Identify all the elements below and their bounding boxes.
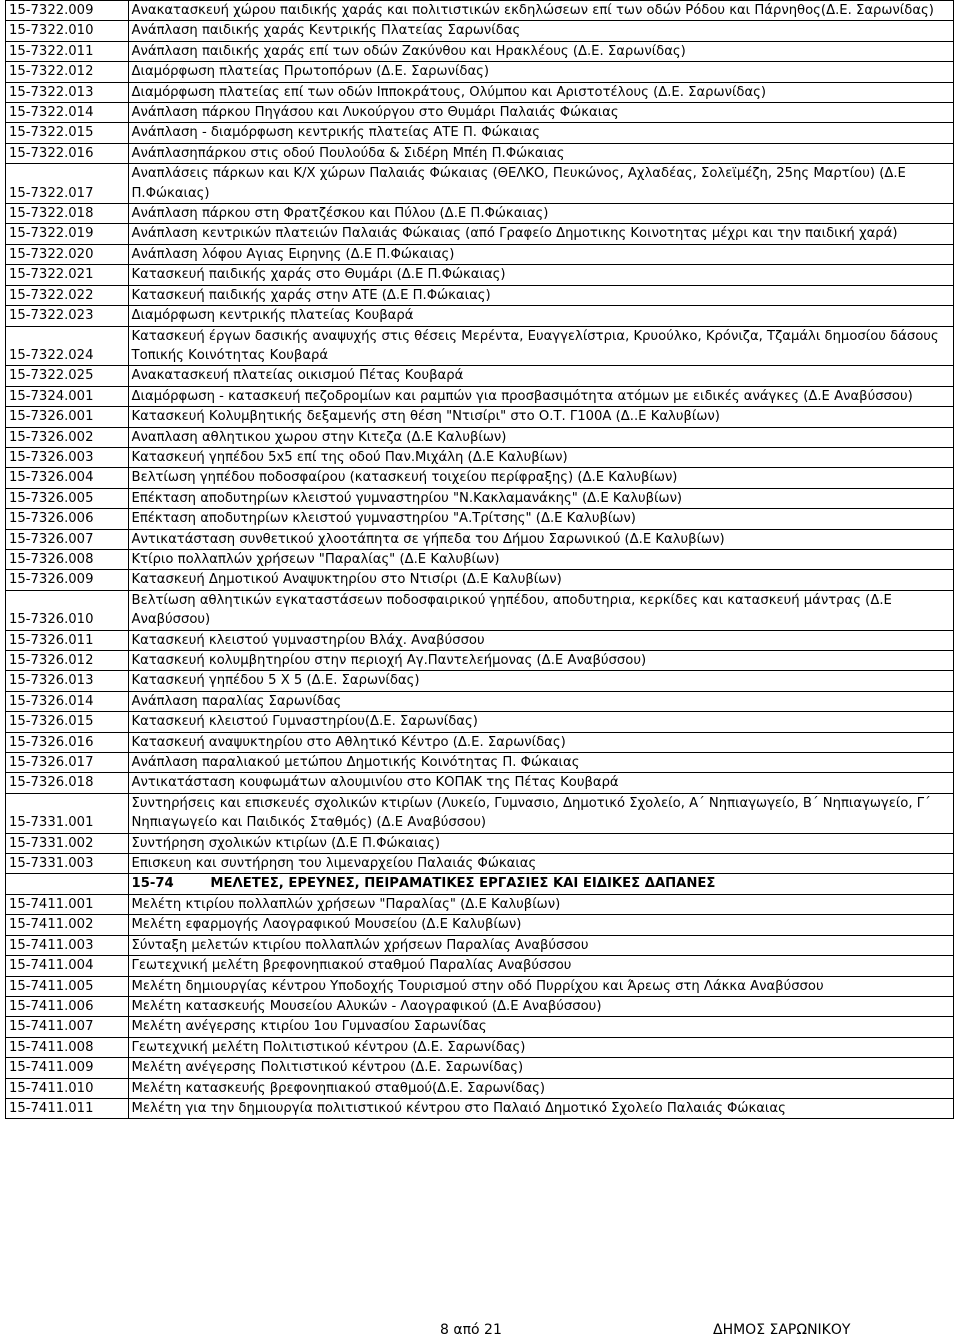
item-description: Ανακατασκευή πλατείας οικισμού Πέτας Κουβαρά [128,366,953,386]
item-description: Μελέτη για την δημιουργία πολιτιστικού κέντρου στο Παλαιό Δημοτικό Σχολείο Παλαιάς Φώκαιας [128,1098,953,1118]
page-number: 8 από 21 [440,1322,502,1338]
table-row [6,509,954,529]
item-description: Κατασκευή Δημοτικού Αναψυκτηρίου στο Ντισίρι (Δ.Ε Καλυβίων) [128,570,953,590]
item-code: 15-7322.022 [6,285,129,305]
item-description: Ανάπλασηπάρκου στις οδού Πουλούδα & Σιδέρη Μπέη Π.Φώκαιας [128,143,953,163]
table-row [6,793,954,833]
item-description: Συντηρήσεις και επισκευές σχολικών κτιρίων (Λυκείο, Γυμνασιο, Δημοτικό Σχολείο, Α΄ Νηπιαγωγείο, Β΄ Νηπιαγωγείο, Γ΄ Νηπιαγωγείο και Παιδικός Σταθμός) (Δ.Ε Αναβύσσου) [128,793,953,833]
item-code: 15-7326.010 [6,590,129,630]
item-code: 15-7326.013 [6,671,129,691]
item-code: 15-7322.023 [6,306,129,326]
item-code: 15-7322.015 [6,123,129,143]
item-description: Ανάπλαση πάρκου στη Φρατζέσκου και Πύλου (Δ.Ε Π.Φώκαιας) [128,204,953,224]
table-row [6,366,954,386]
item-description: Κατασκευή γηπέδου 5x5 επί της οδού Παν.Μιχάλη (Δ.Ε Καλυβίων) [128,447,953,467]
item-code: 15-7411.010 [6,1078,129,1098]
table-row [6,103,954,123]
item-code: 15-7331.002 [6,833,129,853]
item-description: Διαμόρφωση κεντρικής πλατείας Κουβαρά [128,306,953,326]
table-row [6,468,954,488]
table-row [6,671,954,691]
item-code: 15-7322.018 [6,204,129,224]
item-description: Συντήρηση σχολικών κτιρίων (Δ.Ε Π.Φώκαιας) [128,833,953,853]
table-row [6,427,954,447]
item-description: Κατασκευή παιδικής χαράς στο Θυμάρι (Δ.Ε Π.Φώκαιας) [128,265,953,285]
item-code: 15-7326.014 [6,691,129,711]
table-row [6,285,954,305]
table-row [6,894,954,914]
item-description: Επέκταση αποδυτηρίων κλειστού γυμναστηρίου "Ν.Κακλαμανάκης" (Δ.Ε Καλυβίων) [128,488,953,508]
table-row [6,21,954,41]
item-code: 15-7322.025 [6,366,129,386]
item-description: Αναπλαση αθλητικου χωρου στην Κιτεζα (Δ.Ε Καλυβίων) [128,427,953,447]
item-code: 15-7411.011 [6,1098,129,1118]
item-code: 15-7326.001 [6,407,129,427]
item-code: 15-7322.016 [6,143,129,163]
item-code: 15-7411.002 [6,915,129,935]
item-code: 15-7411.006 [6,996,129,1016]
item-code: 15-7326.003 [6,447,129,467]
item-description: Γεωτεχνική μελέτη βρεφονηπιακού σταθμού Παραλίας Αναβύσσου [128,956,953,976]
item-description: Ανάπλαση παραλίας Σαρωνίδας [128,691,953,711]
table-row [6,488,954,508]
table-row [6,386,954,406]
table-row [6,1,954,21]
item-code: 15-7322.024 [6,326,129,366]
page-footer [0,1322,960,1342]
budget-items-table [5,0,954,1119]
table-row [6,326,954,366]
item-description: Κτίριο πολλαπλών χρήσεων "Παραλίας" (Δ.Ε Καλυβίων) [128,549,953,569]
item-description: Μελέτη κατασκευής βρεφονηπιακού σταθμού(Δ.Ε. Σαρωνίδας) [128,1078,953,1098]
item-code: 15-7326.012 [6,651,129,671]
item-code: 15-7326.011 [6,630,129,650]
item-description: Μελέτη ανέγερσης κτιρίου 1ου Γυμνασίου Σαρωνίδας [128,1017,953,1037]
item-code: 15-7326.016 [6,732,129,752]
table-row [6,529,954,549]
item-code: 15-7322.020 [6,244,129,264]
item-description: Κατασκευή κλειστού Γυμναστηρίου(Δ.Ε. Σαρωνίδας) [128,712,953,732]
table-row [6,549,954,569]
table-row [6,1078,954,1098]
item-description: Μελέτη κτιρίου πολλαπλών χρήσεων "Παραλίας" (Δ.Ε Καλυβίων) [128,894,953,914]
table-row [6,265,954,285]
item-code: 15-7331.001 [6,793,129,833]
table-row [6,306,954,326]
item-description: Ανάπλαση - διαμόρφωση κεντρικής πλατείας ΑΤΕ Π. Φώκαιας [128,123,953,143]
table-row [6,651,954,671]
item-description: Ανάπλαση πάρκου Πηγάσου και Λυκούργου στο Θυμάρι Παλαιάς Φώκαιας [128,103,953,123]
item-description: Αντικατάσταση κουφωμάτων αλουμινίου στο ΚΟΠΑΚ της Πέτας Κουβαρά [128,773,953,793]
item-description: Διαμόρφωση πλατείας Πρωτοπόρων (Δ.Ε. Σαρωνίδας) [128,62,953,82]
table-row [6,915,954,935]
item-description: Ανάπλαση λόφου Αγιας Ειρηνης (Δ.Ε Π.Φώκαιας) [128,244,953,264]
table-row [6,41,954,61]
table-row [6,833,954,853]
table-row [6,712,954,732]
item-description: Γεωτεχνική μελέτη Πολιτιστικού κέντρου (Δ.Ε. Σαρωνίδας) [128,1037,953,1057]
table-row [6,590,954,630]
table-row [6,244,954,264]
table-row [6,976,954,996]
item-code: 15-7322.019 [6,224,129,244]
item-description: Κατασκευή αναψυκτηρίου στο Αθλητικό Κέντρο (Δ.Ε. Σαρωνίδας) [128,732,953,752]
section-header-row [6,874,954,894]
table-row [6,143,954,163]
item-code: 15-7411.001 [6,894,129,914]
table-row [6,570,954,590]
item-description: Βελτίωση γηπέδου ποδοσφαίρου (κατασκευή τοιχείου περίφραξης) (Δ.Ε Καλυβίων) [128,468,953,488]
item-code: 15-7322.014 [6,103,129,123]
table-row [6,854,954,874]
item-description: Κατασκευή γηπέδου 5 Χ 5 (Δ.Ε. Σαρωνίδας) [128,671,953,691]
table-row [6,1058,954,1078]
item-code: 15-7324.001 [6,386,129,406]
item-code: 15-7326.002 [6,427,129,447]
item-code [6,874,129,894]
item-code: 15-7322.012 [6,62,129,82]
item-code: 15-7411.004 [6,956,129,976]
item-code: 15-7331.003 [6,854,129,874]
item-code: 15-7326.009 [6,570,129,590]
item-description: Κατασκευή κλειστού γυμναστηρίου Βλάχ. Αναβύσσου [128,630,953,650]
item-code: 15-7326.004 [6,468,129,488]
item-description: Διαμόρφωση - κατασκευή πεζοδρομίων και ραμπών για προσβασιμότητα ατόμων με ειδικές ανάγκες (Δ.Ε Αναβύσσου) [128,386,953,406]
table-row [6,956,954,976]
table-row [6,773,954,793]
item-code: 15-7326.005 [6,488,129,508]
item-code: 15-7326.008 [6,549,129,569]
item-code: 15-7411.005 [6,976,129,996]
item-description: Επέκταση αποδυτηρίων κλειστού γυμναστηρίου "Α.Τρίτσης" (Δ.Ε Καλυβίων) [128,509,953,529]
item-code: 15-7326.015 [6,712,129,732]
budget-items-body [6,1,954,1119]
item-code: 15-7326.006 [6,509,129,529]
item-description: Μελέτη ανέγερσης Πολιτιστικού κέντρου (Δ.Ε. Σαρωνίδας) [128,1058,953,1078]
item-description: Ανάπλαση κεντρικών πλατειών Παλαιάς Φώκαιας (από Γραφείο Δημοτικης Κοινοτητας μέχρι και την παιδική χαρά) [128,224,953,244]
table-row [6,164,954,204]
item-code: 15-7326.018 [6,773,129,793]
item-code: 15-7322.010 [6,21,129,41]
item-description: Μελέτη εφαρμογής Λαογραφικού Μουσείου (Δ.Ε Καλυβίων) [128,915,953,935]
table-row [6,224,954,244]
item-description: Αντικατάσταση συνθετικού χλοοτάπητα σε γήπεδα του Δήμου Σαρωνικού (Δ.Ε Καλυβίων) [128,529,953,549]
item-code: 15-7411.008 [6,1037,129,1057]
table-row [6,630,954,650]
item-description: Κατασκευή έργων δασικής αναψυχής στις θέσεις Μερέντα, Ευαγγελίστρια, Κρυούλκο, Κρόνιζα, Τζαμάλι δημοσίου δάσους Τοπικής Κοινότητας Κουβαρά [128,326,953,366]
table-row [6,447,954,467]
item-code: 15-7411.003 [6,935,129,955]
table-row [6,1017,954,1037]
item-description: Αναπλάσεις πάρκων και Κ/Χ χώρων Παλαιάς Φώκαιας (ΘΕΛΚΟ, Πευκώνος, Αχλαδέας, Σολεϊμέζη, 25ης Μαρτίου) (Δ.Ε Π.Φώκαιας) [128,164,953,204]
table-row [6,62,954,82]
item-description: Επισκευη και συντήρηση του λιμεναρχείου Παλαιάς Φώκαιας [128,854,953,874]
table-row [6,732,954,752]
item-description: Ανάπλαση παραλιακού μετώπου Δημοτικής Κοινότητας Π. Φώκαιας [128,753,953,773]
organization-name: ΔΗΜΟΣ ΣΑΡΩΝΙΚΟΥ [713,1322,851,1338]
item-description: Κατασκευή κολυμβητηρίου στην περιοχή Αγ.Παντελεήμονας (Δ.Ε Αναβύσσου) [128,651,953,671]
table-row [6,1098,954,1118]
table-row [6,753,954,773]
item-description: Κατασκευή Κολυμβητικής δεξαμενής στη θέση "Ντισίρι" στο Ο.Τ. Γ100Α (Δ..Ε Καλυβίων) [128,407,953,427]
item-code: 15-7322.017 [6,164,129,204]
table-row [6,82,954,102]
item-description: Βελτίωση αθλητικών εγκαταστάσεων ποδοσφαιρικού γηπέδου, αποδυτηρια, κερκίδες και κατασκευή μάντρας (Δ.Ε Αναβύσσου) [128,590,953,630]
item-description: Ανακατασκευή χώρου παιδικής χαράς και πολιτιστικών εκδηλώσεων επί των οδών Ρόδου και Πάρνηθος(Δ.Ε. Σαρωνίδας) [128,1,953,21]
item-code: 15-7411.007 [6,1017,129,1037]
item-description: Κατασκευή παιδικής χαράς στην ΑΤΕ (Δ.Ε Π.Φώκαιας) [128,285,953,305]
section-title: 15-74 ΜΕΛΕΤΕΣ, ΕΡΕΥΝΕΣ, ΠΕΙΡΑΜΑΤΙΚΕΣ ΕΡΓΑΣΙΕΣ ΚΑΙ ΕΙΔΙΚΕΣ ΔΑΠΑΝΕΣ [128,874,953,894]
table-row [6,996,954,1016]
table-row [6,407,954,427]
table-row [6,691,954,711]
item-code: 15-7322.021 [6,265,129,285]
item-code: 15-7326.007 [6,529,129,549]
item-code: 15-7322.009 [6,1,129,21]
item-description: Διαμόρφωση πλατείας επί των οδών Ιπποκράτους, Ολύμπου και Αριστοτέλους (Δ.Ε. Σαρωνίδας) [128,82,953,102]
item-description: Σύνταξη μελετών κτιρίου πολλαπλών χρήσεων Παραλίας Αναβύσσου [128,935,953,955]
item-code: 15-7326.017 [6,753,129,773]
table-row [6,123,954,143]
item-description: Μελέτη κατασκευής Μουσείου Αλυκών - Λαογραφικού (Δ.Ε Αναβύσσου) [128,996,953,1016]
item-description: Μελέτη δημιουργίας κέντρου Υποδοχής Τουρισμού στην οδό Πυρρίχου και Άρεως στη Λάκκα Αναβύσσου [128,976,953,996]
table-row [6,1037,954,1057]
item-code: 15-7411.009 [6,1058,129,1078]
table-row [6,935,954,955]
table-row [6,204,954,224]
item-description: Ανάπλαση παιδικής χαράς Κεντρικής Πλατείας Σαρωνίδας [128,21,953,41]
item-code: 15-7322.013 [6,82,129,102]
item-code: 15-7322.011 [6,41,129,61]
item-description: Ανάπλαση παιδικής χαράς επί των οδών Ζακύνθου και Ηρακλέους (Δ.Ε. Σαρωνίδας) [128,41,953,61]
